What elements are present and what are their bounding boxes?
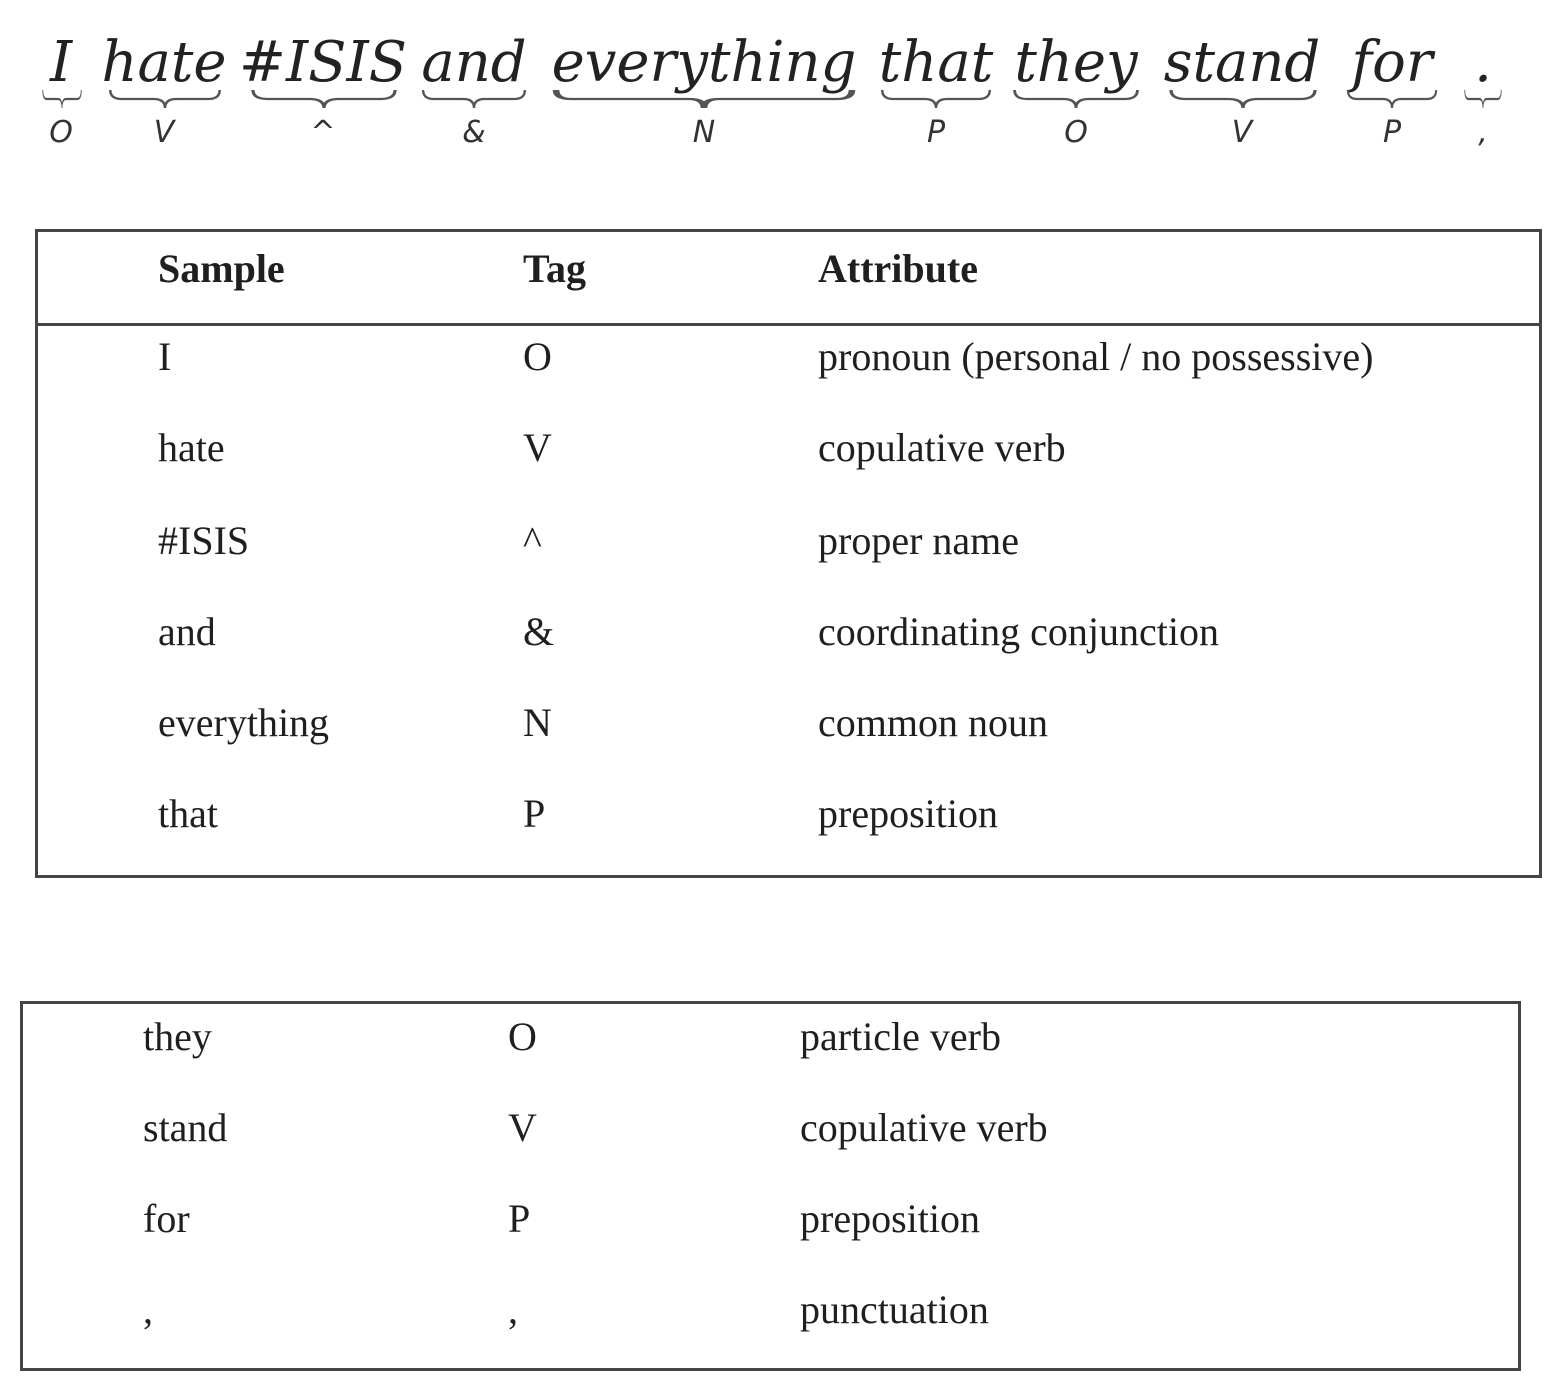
table-row <box>23 1012 1518 1103</box>
sample-cell: everything <box>158 700 330 745</box>
underbrace <box>1168 88 1318 110</box>
sentence-tag: N <box>692 115 716 150</box>
table-row <box>23 1103 1518 1194</box>
annotated-sentence <box>0 0 1563 170</box>
sentence-tag: V <box>153 115 175 150</box>
attribute-cell: particle verb <box>800 1014 1001 1059</box>
pos-tag-table-continued <box>20 1001 1521 1371</box>
sentence-token: I <box>49 30 73 95</box>
sentence-tag: O <box>1064 115 1088 150</box>
table-row <box>23 1285 1518 1376</box>
attribute-cell: pronoun (personal / no possessive) <box>818 334 1374 379</box>
sample-cell: for <box>143 1196 190 1241</box>
sentence-token: that <box>878 30 994 95</box>
table-header <box>38 232 1539 326</box>
attribute-cell: common noun <box>818 700 1048 745</box>
tag-cell: ^ <box>523 518 542 563</box>
sentence-tag: P <box>1382 115 1402 150</box>
tag-cell: O <box>523 334 552 379</box>
sentence-token: #ISIS <box>239 30 407 95</box>
sentence-token: and <box>421 30 527 95</box>
attribute-cell: proper name <box>818 518 1020 563</box>
underbrace <box>553 88 855 110</box>
sample-cell: they <box>143 1014 212 1059</box>
sentence-tag: O <box>49 115 73 150</box>
table-row <box>38 789 1539 880</box>
sentence-token: hate <box>101 30 227 95</box>
table-row <box>38 516 1539 607</box>
sentence-tag: & <box>462 115 486 150</box>
sentence-tag: P <box>926 115 946 150</box>
underbrace <box>880 88 992 110</box>
tag-cell: P <box>508 1196 531 1241</box>
sentence-tag: , <box>1478 115 1488 150</box>
underbrace <box>108 88 222 110</box>
underbrace <box>1464 88 1502 110</box>
header-tag: Tag <box>523 246 587 291</box>
table-row <box>23 1194 1518 1285</box>
tag-cell: , <box>508 1287 518 1332</box>
underbrace <box>1012 88 1140 110</box>
pos-tag-table <box>35 229 1542 878</box>
table-row <box>38 423 1539 514</box>
table-row <box>38 698 1539 789</box>
table-row <box>38 332 1539 423</box>
sentence-token: everything <box>551 30 857 95</box>
attribute-cell: preposition <box>818 791 998 836</box>
underbrace <box>421 88 527 110</box>
sentence-tag: ^ <box>310 115 336 150</box>
header-sample: Sample <box>158 246 285 291</box>
sentence-token: . <box>1474 30 1492 95</box>
tag-cell: P <box>523 791 546 836</box>
sentence-token: stand <box>1163 30 1321 95</box>
sample-cell: hate <box>158 425 225 470</box>
sample-cell: , <box>143 1287 153 1332</box>
sample-cell: stand <box>143 1105 228 1150</box>
tag-cell: O <box>508 1014 537 1059</box>
underbrace <box>42 88 82 110</box>
sample-cell: and <box>158 609 216 654</box>
sample-cell: I <box>158 334 172 379</box>
sample-cell: #ISIS <box>158 518 250 563</box>
sentence-tag: V <box>1231 115 1253 150</box>
table-row <box>38 607 1539 698</box>
attribute-cell: punctuation <box>800 1287 989 1332</box>
attribute-cell: preposition <box>800 1196 980 1241</box>
underbrace <box>1346 88 1438 110</box>
sentence-token: for <box>1351 30 1433 95</box>
header-attribute: Attribute <box>818 246 978 291</box>
tag-cell: V <box>523 425 552 470</box>
underbrace <box>250 88 398 110</box>
attribute-cell: copulative verb <box>800 1105 1048 1150</box>
tag-cell: N <box>523 700 552 745</box>
sentence-token: they <box>1014 30 1138 95</box>
tag-cell: V <box>508 1105 537 1150</box>
attribute-cell: coordinating conjunction <box>818 609 1220 654</box>
tag-cell: & <box>523 609 555 654</box>
attribute-cell: copulative verb <box>818 425 1066 470</box>
sample-cell: that <box>158 791 218 836</box>
